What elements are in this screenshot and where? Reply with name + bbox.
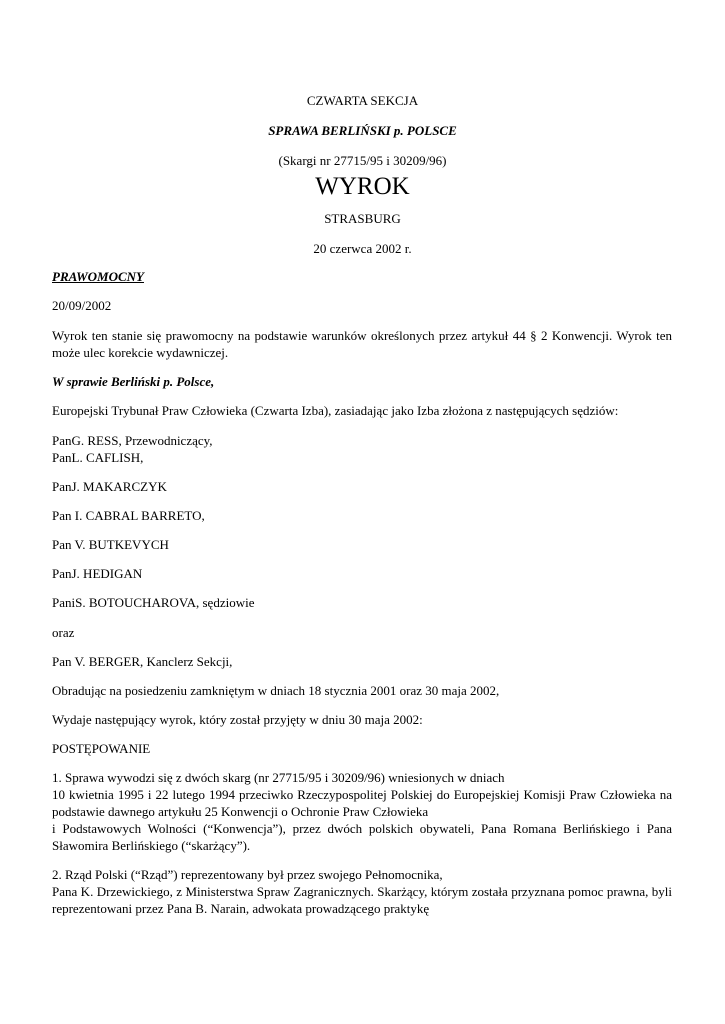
paragraph-line: 10 kwietnia 1995 i 22 lutego 1994 przeciwko Rzeczypospolitej Polskiej do Europejskiej Komisji Praw Człowieka na bbox=[52, 787, 672, 802]
judge-list-1 bbox=[52, 432, 672, 466]
section-heading: CZWARTA SEKCJA bbox=[306, 93, 419, 108]
paragraph-line: podstawie dawnego artykułu 25 Konwencji o Ochronie Praw Człowieka bbox=[52, 804, 429, 819]
paragraph-line: Sławomira Berlińskiego (“skarżący”). bbox=[52, 838, 251, 853]
application-numbers: (Skargi nr 27715/95 i 30209/96) bbox=[278, 153, 447, 168]
court-introduction: Europejski Trybunał Praw Człowieka (Czwarta Izba), zasiadając jako Izba złożona z następujących sędziów: bbox=[52, 403, 619, 418]
paragraph-line: reprezentowani przez Pana B. Narain, adwokata prowadzącego praktykę bbox=[52, 901, 430, 916]
deliberation-text: Obradując na posiedzeniu zamkniętym w dniach 18 stycznia 2001 oraz 30 maja 2002, bbox=[52, 683, 500, 698]
paragraph-line: Pana K. Drzewickiego, z Ministerstwa Spraw Zagranicznych. Skarżący, którym została przyznana pomoc prawna, byli bbox=[52, 884, 672, 899]
paragraph-2 bbox=[52, 866, 672, 917]
paragraph-line: 1. Sprawa wywodzi się z dwóch skarg (nr 27715/95 i 30209/96) wniesionych w dniach bbox=[52, 770, 505, 785]
case-heading: W sprawie Berliński p. Polsce, bbox=[52, 374, 215, 389]
judge-entry: PaniS. BOTOUCHAROVA, sędziowie bbox=[52, 595, 255, 610]
delivery-text: Wydaje następujący wyrok, który został przyjęty w dniu 30 maja 2002: bbox=[52, 712, 423, 727]
final-status-label bbox=[52, 268, 672, 285]
judge-entry: Pan I. CABRAL BARRETO, bbox=[52, 508, 205, 523]
judge-entry: PanL. CAFLISH, bbox=[52, 450, 144, 465]
paragraph-1 bbox=[52, 769, 672, 854]
procedure-heading: POSTĘPOWANIE bbox=[52, 741, 151, 756]
case-title: SPRAWA BERLIŃSKI p. POLSCE bbox=[268, 123, 457, 138]
place-of-judgment: STRASBURG bbox=[324, 211, 401, 226]
conjunction-text: oraz bbox=[52, 625, 75, 640]
judge-entry: Pan V. BUTKEVYCH bbox=[52, 537, 169, 552]
registrar-entry: Pan V. BERGER, Kanclerz Sekcji, bbox=[52, 654, 233, 669]
judge-entry: PanJ. MAKARCZYK bbox=[52, 479, 167, 494]
paragraph-line: i Podstawowych Wolności (“Konwencja”), przez dwóch polskich obywateli, Pana Romana Berlińskiego i Pana bbox=[52, 821, 672, 836]
judgment-date: 20 czerwca 2002 r. bbox=[313, 241, 412, 256]
judge-entry: PanJ. HEDIGAN bbox=[52, 566, 143, 581]
final-status-date: 20/09/2002 bbox=[52, 298, 112, 313]
paragraph-line: 2. Rząd Polski (“Rząd”) reprezentowany był przez swojego Pełnomocnika, bbox=[52, 867, 443, 882]
judge-entry: PanG. RESS, Przewodniczący, bbox=[52, 433, 213, 448]
final-status-text: PRAWOMOCNY bbox=[52, 269, 144, 284]
final-status-note: Wyrok ten stanie się prawomocny na podstawie warunków określonych przez artykuł 44 § 2 Konwencji. Wyrok ten może ulec korekcie wydawniczej. bbox=[52, 328, 672, 360]
document-type-title: WYROK bbox=[315, 173, 410, 200]
